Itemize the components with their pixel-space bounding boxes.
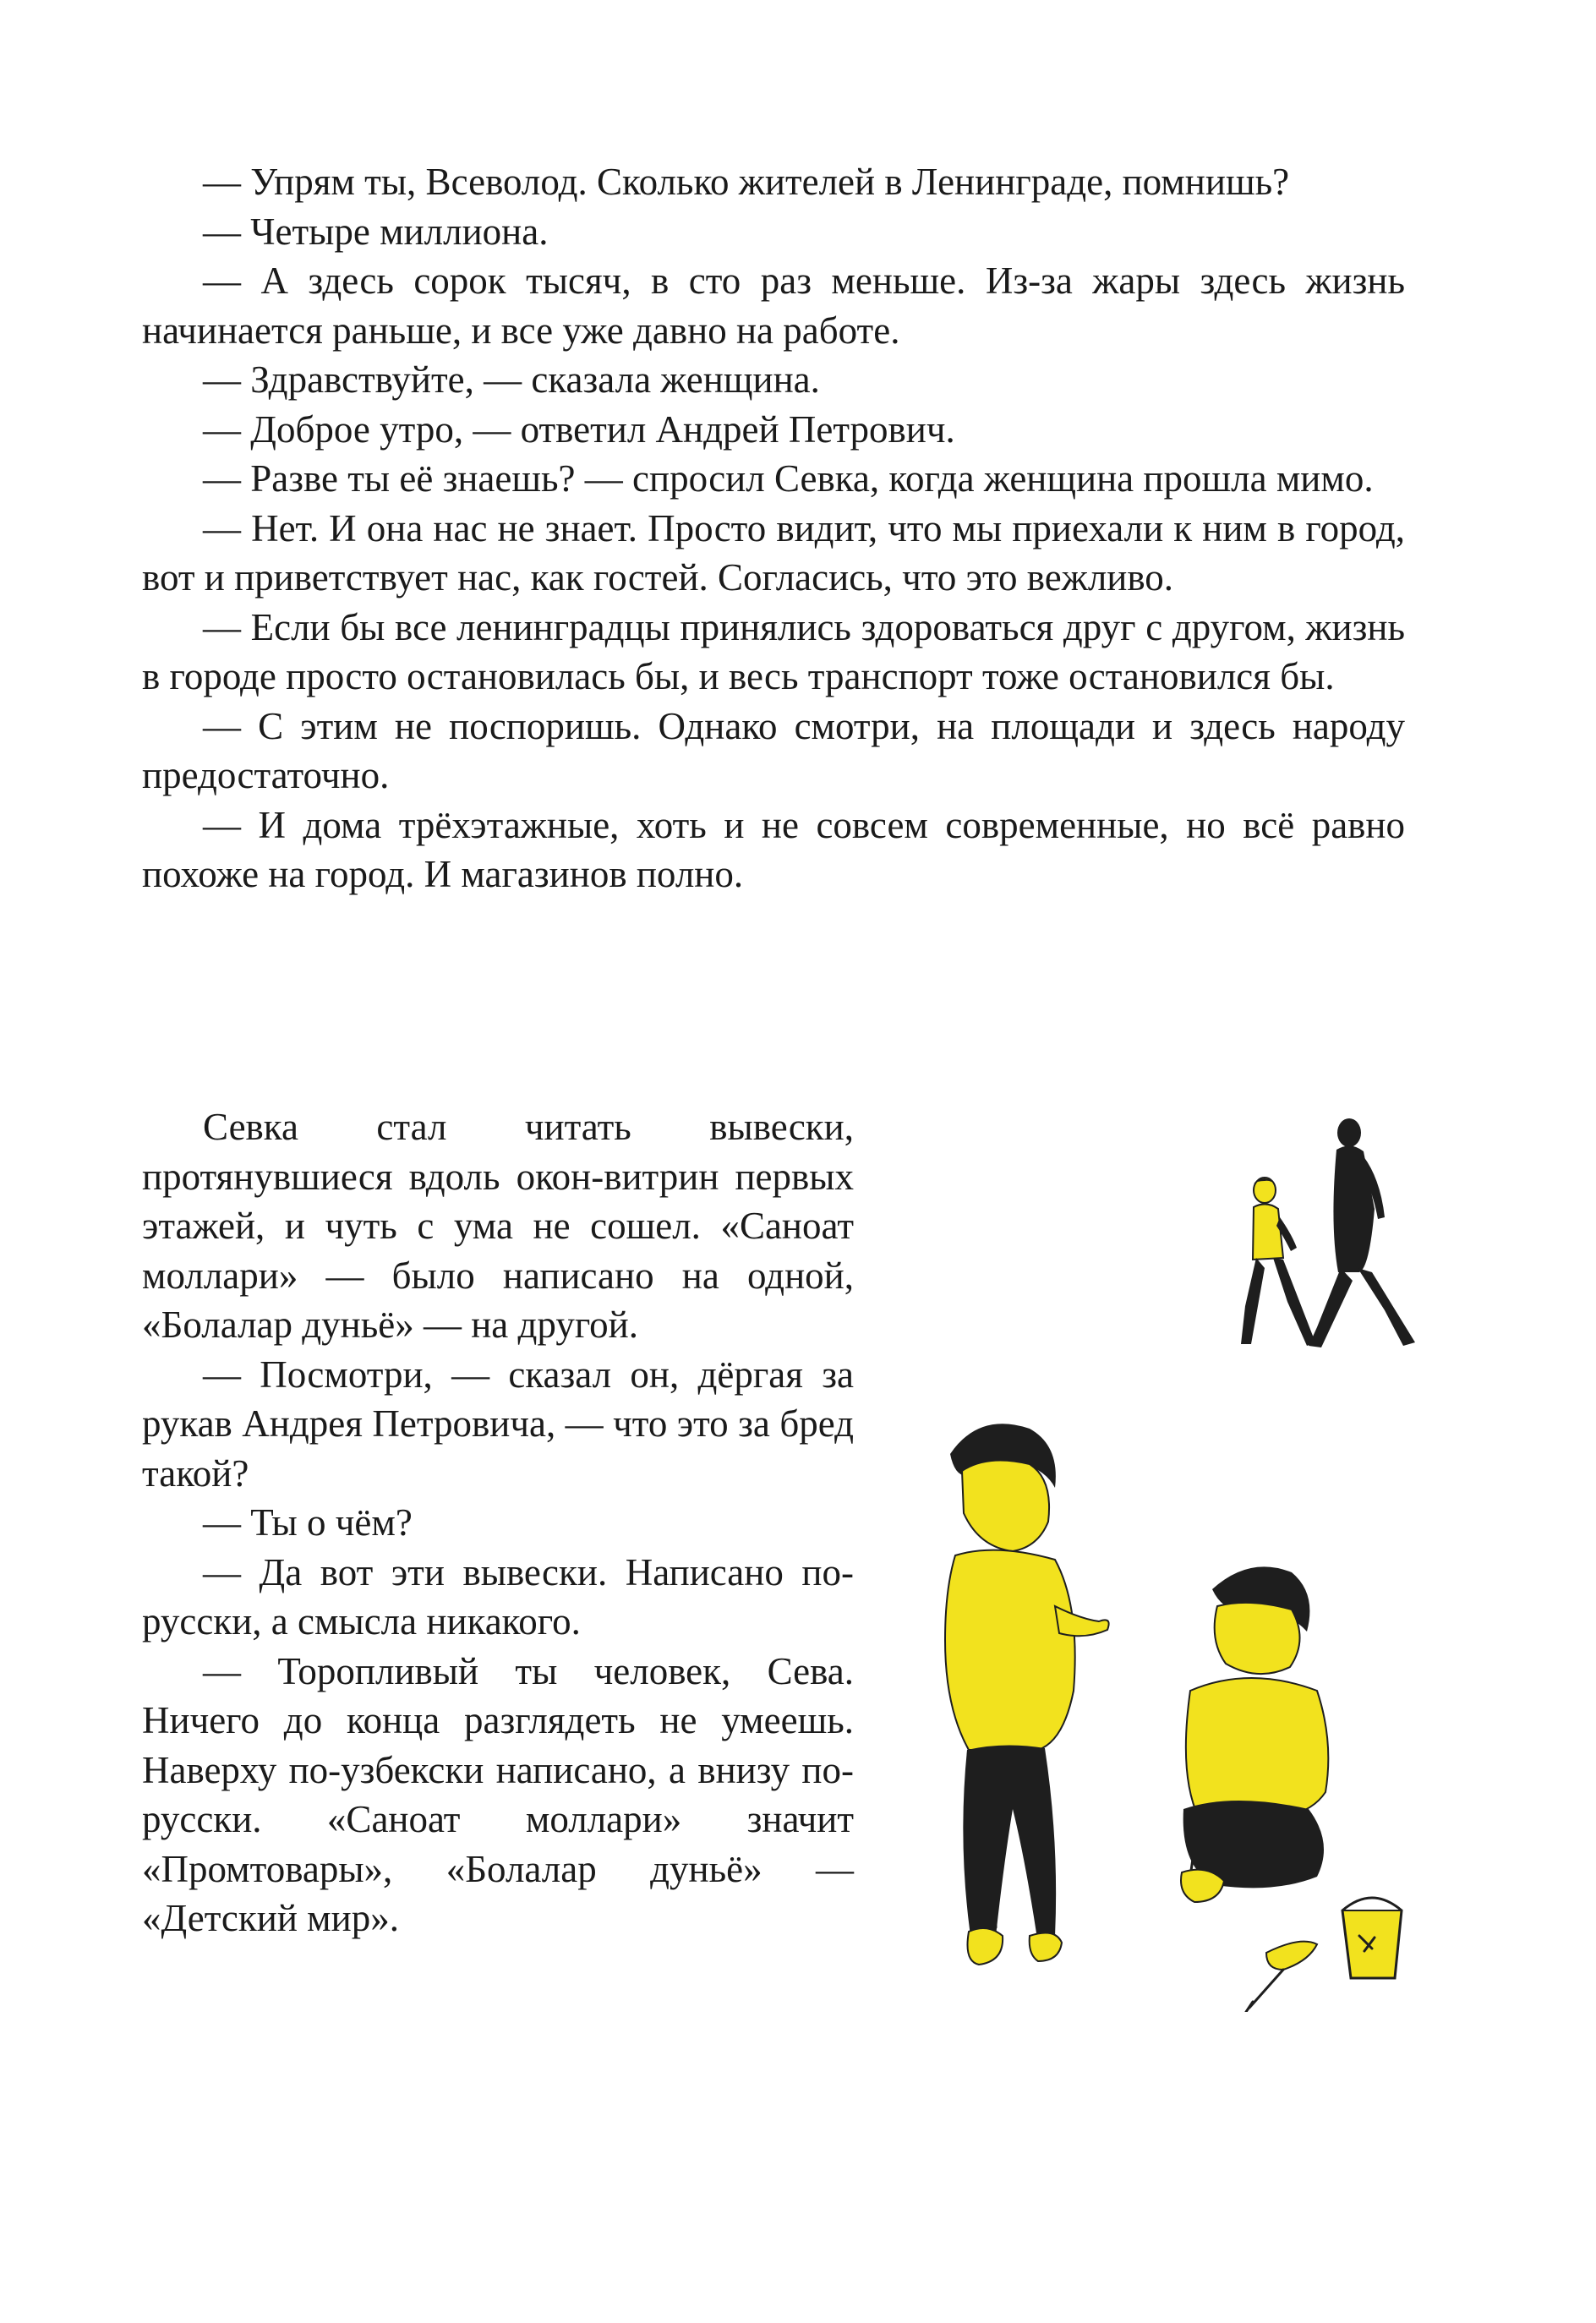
paragraph: — А здесь сорок тысяч, в сто раз меньше. Из-за жары здесь жизнь начинается раньше, и все уже давно на работе. bbox=[142, 260, 1405, 352]
paragraph: — Торопливый ты человек, Сева. Ничего до конца разглядеть не умеешь. Наверху по-узбекски написано, а внизу по-русски. «Саноат моллари» значит «Промтовары», «Болалар дуньё» — «Детский мир». bbox=[142, 1649, 854, 1939]
scoop-drawing bbox=[1246, 1942, 1317, 2012]
bucket-drawing bbox=[1342, 1898, 1402, 1978]
paragraph: — Если бы все ленинградцы принялись здороваться друг с другом, жизнь в городе просто остановилась бы, и весь транспорт тоже остановился бы. bbox=[142, 605, 1405, 697]
paragraph: — Четыре миллиона. bbox=[203, 210, 549, 253]
paragraph: — Упрям ты, Всеволод. Сколько жителей в Ленинграде, помнишь? bbox=[203, 161, 1290, 203]
paragraph: — Здравствуйте, — сказала женщина. bbox=[203, 358, 820, 401]
paragraph: Севка стал читать вывески, протянувшиеся вдоль окон-витрин первых этажей, и чуть с ума не сошел. «Саноат моллари» — было написано на одной, «Болалар дуньё» — на другой. bbox=[142, 1106, 854, 1346]
paragraph: — Доброе утро, — ответил Андрей Петрович. bbox=[203, 407, 955, 451]
walking-man-figure bbox=[1309, 1118, 1415, 1347]
illustration bbox=[911, 1099, 1452, 2012]
paragraph: — Посмотри, — сказал он, дёргая за рукав Андрея Петровича, — что это за бред такой? bbox=[142, 1353, 854, 1495]
standing-boy-figure bbox=[945, 1424, 1109, 1965]
paragraph: — Разве ты её знаешь? — спросил Севка, когда женщина прошла мимо. bbox=[203, 457, 1374, 500]
illustration-drawing bbox=[911, 1099, 1452, 2012]
paragraph: — Ты о чём? bbox=[203, 1501, 413, 1544]
walking-boy-figure bbox=[1241, 1178, 1315, 1346]
paragraph: — Нет. И она нас не знает. Просто видит, что мы приехали к ним в город, вот и приветствует нас, как гостей. Согласись, что это вежливо. bbox=[142, 506, 1405, 599]
text-block-top bbox=[142, 157, 1405, 899]
paragraph: — И дома трёхэтажные, хоть и не совсем современные, но всё равно похоже на город. И магазинов полно. bbox=[142, 803, 1405, 895]
crouching-boy-figure bbox=[1181, 1566, 1328, 1902]
paragraph: — Да вот эти вывески. Написано по-русски, а смысла никакого. bbox=[142, 1550, 854, 1642]
paragraph: — С этим не поспоришь. Однако смотри, на площади и здесь народу предостаточно. bbox=[142, 704, 1405, 796]
text-block-side bbox=[142, 1102, 854, 1943]
